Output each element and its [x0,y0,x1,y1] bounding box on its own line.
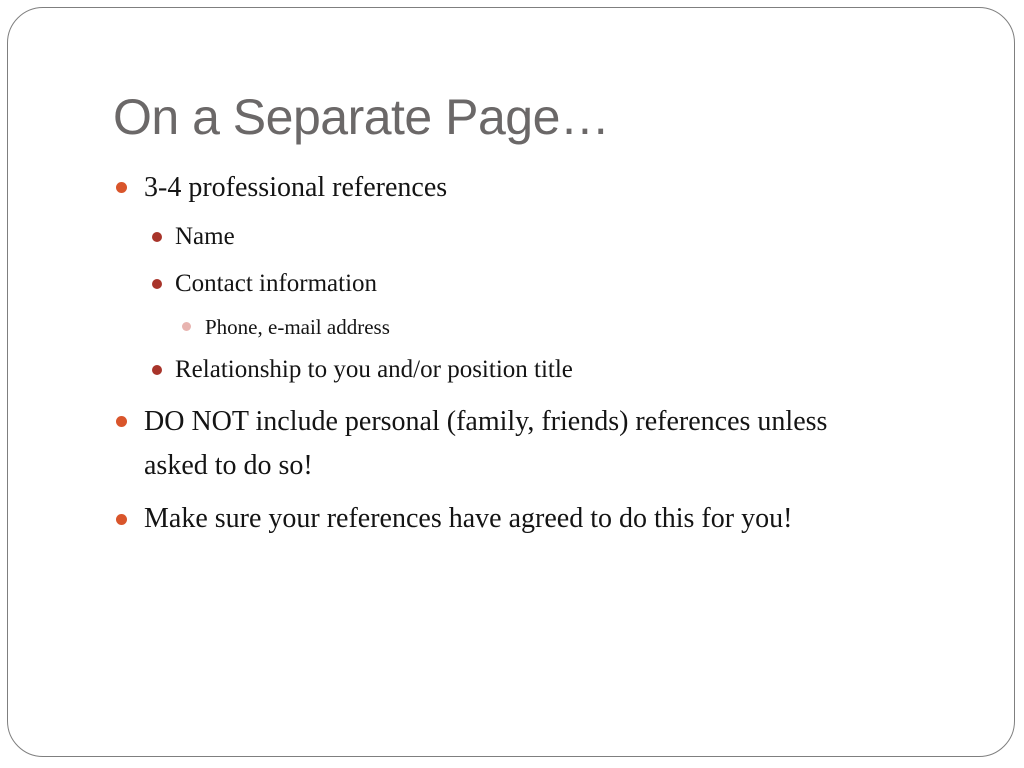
bullet-dot-icon [182,322,191,331]
bullet-text: Make sure your references have agreed to do this for you! [144,503,793,534]
bullet-dot-icon [152,365,162,375]
bullet-text-line1: DO NOT include personal (family, friends) references unless [144,406,828,437]
bullet-text: Phone, e-mail address [205,315,390,339]
bullet-text: Name [175,223,235,250]
bullet-dot-icon [152,279,162,289]
bullet-dot-icon [116,514,127,525]
bullet-text-line2: asked to do so! [144,450,313,481]
bullet-text: Relationship to you and/or position title [175,356,573,383]
bullet-dot-icon [116,416,127,427]
slide-title: On a Separate Page… [113,89,610,145]
bullet-dot-icon [116,182,127,193]
bullet-text: Contact information [175,270,378,297]
bullet-dot-icon [152,232,162,242]
bullet-text: 3-4 professional references [144,172,448,203]
